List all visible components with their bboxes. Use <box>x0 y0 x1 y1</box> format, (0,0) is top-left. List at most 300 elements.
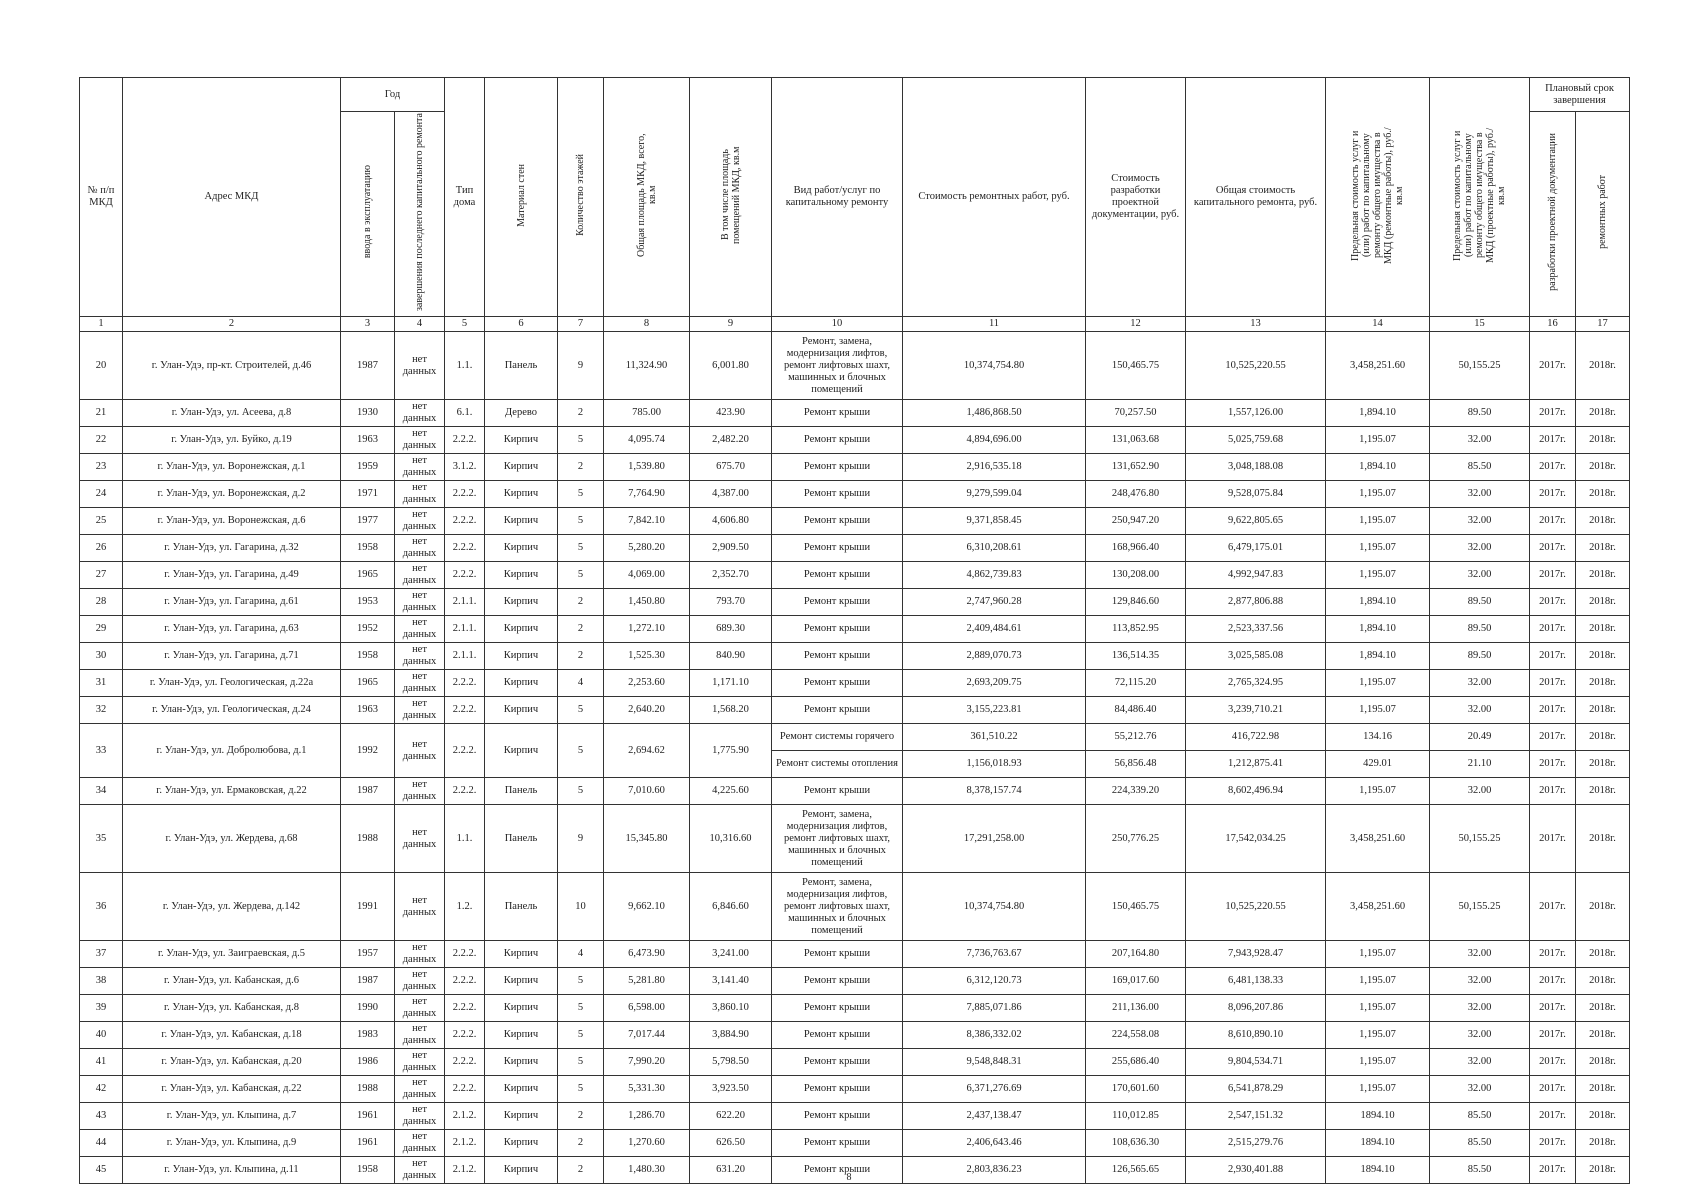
cell-premises-area: 689.30 <box>690 616 772 643</box>
cell-work-type: Ремонт крыши <box>772 427 903 454</box>
cell-number: 25 <box>80 508 123 535</box>
cell-commission-year: 1930 <box>341 400 395 427</box>
cell-repair-cost: 2,803,836.23 <box>903 1157 1086 1184</box>
cell-repair-cost: 2,437,138.47 <box>903 1103 1086 1130</box>
cell-number: 23 <box>80 454 123 481</box>
table-row <box>80 643 1630 670</box>
column-number: 9 <box>690 317 772 332</box>
cell-wall-material: Кирпич <box>485 1103 558 1130</box>
cell-last-repair-year: нет данных <box>395 589 445 616</box>
cell-last-repair-year: нет данных <box>395 454 445 481</box>
cell-house-type: 2.2.2. <box>445 508 485 535</box>
cell-limit-project: 89.50 <box>1430 400 1530 427</box>
cell-work-type: Ремонт крыши <box>772 535 903 562</box>
cell-limit-repair: 1,195.07 <box>1326 995 1430 1022</box>
cell-house-type: 2.2.2. <box>445 481 485 508</box>
cell-address: г. Улан-Удэ, пр-кт. Строителей, д.46 <box>123 332 341 400</box>
header-wall-material-text: Материал стен <box>515 163 527 227</box>
cell-house-type: 1.1. <box>445 805 485 873</box>
cell-plan-project: 2017г. <box>1530 454 1576 481</box>
table-header <box>80 78 1630 332</box>
cell-total-area: 11,324.90 <box>604 332 690 400</box>
cell-premises-area: 3,884.90 <box>690 1022 772 1049</box>
cell-commission-year: 1971 <box>341 481 395 508</box>
cell-plan-project: 2017г. <box>1530 968 1576 995</box>
cell-house-type: 2.2.2. <box>445 968 485 995</box>
cell-repair-cost: 6,310,208.61 <box>903 535 1086 562</box>
cell-work-type: Ремонт крыши <box>772 1157 903 1184</box>
cell-last-repair-year: нет данных <box>395 697 445 724</box>
table-row <box>80 332 1630 400</box>
cell-number: 22 <box>80 427 123 454</box>
cell-repair-cost: 9,548,848.31 <box>903 1049 1086 1076</box>
cell-plan-repair: 2018г. <box>1576 508 1630 535</box>
cell-floors: 5 <box>558 481 604 508</box>
cell-plan-project: 2017г. <box>1530 697 1576 724</box>
cell-project-cost: 211,136.00 <box>1086 995 1186 1022</box>
cell-house-type: 2.2.2. <box>445 697 485 724</box>
table-row <box>80 941 1630 968</box>
cell-work-type: Ремонт крыши <box>772 616 903 643</box>
cell-plan-repair: 2018г. <box>1576 427 1630 454</box>
cell-project-cost: 248,476.80 <box>1086 481 1186 508</box>
cell-premises-area: 2,909.50 <box>690 535 772 562</box>
header-total-cost: Общая стоимость капитального ремонта, руб. <box>1186 78 1326 317</box>
cell-total-area: 7,842.10 <box>604 508 690 535</box>
cell-work-type: Ремонт крыши <box>772 1049 903 1076</box>
cell-wall-material: Кирпич <box>485 697 558 724</box>
cell-number: 42 <box>80 1076 123 1103</box>
cell-repair-cost: 2,889,070.73 <box>903 643 1086 670</box>
cell-project-cost: 56,856.48 <box>1086 751 1186 778</box>
cell-house-type: 2.1.1. <box>445 616 485 643</box>
cell-house-type: 2.1.2. <box>445 1157 485 1184</box>
cell-commission-year: 1959 <box>341 454 395 481</box>
table-row <box>80 454 1630 481</box>
cell-commission-year: 1961 <box>341 1103 395 1130</box>
cell-total-area: 4,095.74 <box>604 427 690 454</box>
cell-total-cost: 5,025,759.68 <box>1186 427 1326 454</box>
cell-plan-project: 2017г. <box>1530 400 1576 427</box>
header-last-repair-year <box>395 112 445 317</box>
cell-wall-material: Кирпич <box>485 643 558 670</box>
cell-wall-material: Кирпич <box>485 1130 558 1157</box>
cell-premises-area: 1,171.10 <box>690 670 772 697</box>
cell-number: 43 <box>80 1103 123 1130</box>
cell-number: 38 <box>80 968 123 995</box>
table-row <box>80 535 1630 562</box>
cell-floors: 2 <box>558 400 604 427</box>
cell-address: г. Улан-Удэ, ул. Гагарина, д.61 <box>123 589 341 616</box>
cell-address: г. Улан-Удэ, ул. Геологическая, д.24 <box>123 697 341 724</box>
table-row <box>80 589 1630 616</box>
cell-house-type: 2.2.2. <box>445 1022 485 1049</box>
header-premises-area-text: В том числе площадь помещений МКД, кв.м <box>719 146 742 244</box>
cell-address: г. Улан-Удэ, ул. Кабанская, д.18 <box>123 1022 341 1049</box>
cell-total-cost: 17,542,034.25 <box>1186 805 1326 873</box>
header-floors <box>558 78 604 317</box>
cell-premises-area: 1,775.90 <box>690 724 772 778</box>
cell-work-type: Ремонт крыши <box>772 670 903 697</box>
cell-commission-year: 1961 <box>341 1130 395 1157</box>
cell-wall-material: Панель <box>485 778 558 805</box>
cell-plan-repair: 2018г. <box>1576 778 1630 805</box>
cell-address: г. Улан-Удэ, ул. Воронежская, д.6 <box>123 508 341 535</box>
cell-project-cost: 224,558.08 <box>1086 1022 1186 1049</box>
cell-address: г. Улан-Удэ, ул. Ермаковская, д.22 <box>123 778 341 805</box>
cell-total-cost: 2,930,401.88 <box>1186 1157 1326 1184</box>
cell-work-type: Ремонт крыши <box>772 481 903 508</box>
cell-limit-repair: 3,458,251.60 <box>1326 332 1430 400</box>
table-row <box>80 873 1630 941</box>
cell-premises-area: 5,798.50 <box>690 1049 772 1076</box>
cell-commission-year: 1953 <box>341 589 395 616</box>
cell-total-area: 2,640.20 <box>604 697 690 724</box>
cell-project-cost: 170,601.60 <box>1086 1076 1186 1103</box>
cell-limit-repair: 1,195.07 <box>1326 508 1430 535</box>
cell-limit-repair: 3,458,251.60 <box>1326 805 1430 873</box>
cell-project-cost: 84,486.40 <box>1086 697 1186 724</box>
cell-floors: 2 <box>558 616 604 643</box>
column-number: 14 <box>1326 317 1430 332</box>
cell-limit-project: 32.00 <box>1430 1022 1530 1049</box>
cell-number: 41 <box>80 1049 123 1076</box>
cell-wall-material: Кирпич <box>485 481 558 508</box>
cell-number: 35 <box>80 805 123 873</box>
cell-total-cost: 9,622,805.65 <box>1186 508 1326 535</box>
header-plan-project <box>1530 112 1576 317</box>
cell-address: г. Улан-Удэ, ул. Кабанская, д.8 <box>123 995 341 1022</box>
cell-number: 20 <box>80 332 123 400</box>
cell-limit-repair: 1,894.10 <box>1326 589 1430 616</box>
cell-plan-project: 2017г. <box>1530 1076 1576 1103</box>
cell-project-cost: 250,947.20 <box>1086 508 1186 535</box>
table-row <box>80 481 1630 508</box>
cell-last-repair-year: нет данных <box>395 670 445 697</box>
cell-total-cost: 9,804,534.71 <box>1186 1049 1326 1076</box>
column-number: 15 <box>1430 317 1530 332</box>
capital-repair-table <box>79 77 1630 1184</box>
cell-number: 26 <box>80 535 123 562</box>
cell-house-type: 2.1.1. <box>445 643 485 670</box>
cell-premises-area: 3,141.40 <box>690 968 772 995</box>
cell-plan-repair: 2018г. <box>1576 616 1630 643</box>
cell-work-type: Ремонт крыши <box>772 968 903 995</box>
table-row <box>80 400 1630 427</box>
cell-repair-cost: 6,312,120.73 <box>903 968 1086 995</box>
cell-limit-project: 32.00 <box>1430 1076 1530 1103</box>
cell-limit-repair: 1,195.07 <box>1326 941 1430 968</box>
cell-work-type: Ремонт системы отопления <box>772 751 903 778</box>
cell-address: г. Улан-Удэ, ул. Гагарина, д.71 <box>123 643 341 670</box>
cell-limit-project: 32.00 <box>1430 508 1530 535</box>
cell-wall-material: Кирпич <box>485 589 558 616</box>
cell-last-repair-year: нет данных <box>395 508 445 535</box>
cell-total-area: 7,010.60 <box>604 778 690 805</box>
cell-plan-repair: 2018г. <box>1576 454 1630 481</box>
cell-commission-year: 1952 <box>341 616 395 643</box>
cell-limit-repair: 1,195.07 <box>1326 535 1430 562</box>
cell-commission-year: 1958 <box>341 643 395 670</box>
table-row <box>80 1076 1630 1103</box>
table-row <box>80 616 1630 643</box>
cell-limit-project: 50,155.25 <box>1430 873 1530 941</box>
cell-wall-material: Кирпич <box>485 1049 558 1076</box>
cell-number: 31 <box>80 670 123 697</box>
header-total-area-text: Общая площадь МКД, всего, кв.м <box>635 133 658 257</box>
cell-total-cost: 2,523,337.56 <box>1186 616 1326 643</box>
cell-limit-project: 32.00 <box>1430 427 1530 454</box>
cell-repair-cost: 2,747,960.28 <box>903 589 1086 616</box>
cell-total-area: 6,598.00 <box>604 995 690 1022</box>
cell-project-cost: 224,339.20 <box>1086 778 1186 805</box>
header-commission-year-text: ввода в эксплуатацию <box>362 165 373 259</box>
cell-last-repair-year: нет данных <box>395 968 445 995</box>
cell-limit-project: 32.00 <box>1430 697 1530 724</box>
cell-total-area: 2,253.60 <box>604 670 690 697</box>
cell-work-type: Ремонт крыши <box>772 589 903 616</box>
cell-number: 27 <box>80 562 123 589</box>
cell-plan-repair: 2018г. <box>1576 535 1630 562</box>
cell-last-repair-year: нет данных <box>395 332 445 400</box>
cell-total-area: 7,764.90 <box>604 481 690 508</box>
cell-number: 32 <box>80 697 123 724</box>
cell-total-area: 2,694.62 <box>604 724 690 778</box>
table-row <box>80 805 1630 873</box>
header-limit-repair-text: Предельная стоимость услуг и (или) работ по капитальному ремонту общего имущества в МКД (ремонтные работы), руб./кв.м <box>1350 126 1405 264</box>
cell-total-cost: 8,602,496.94 <box>1186 778 1326 805</box>
cell-limit-repair: 1,195.07 <box>1326 562 1430 589</box>
cell-address: г. Улан-Удэ, ул. Жердева, д.68 <box>123 805 341 873</box>
cell-number: 34 <box>80 778 123 805</box>
cell-premises-area: 4,387.00 <box>690 481 772 508</box>
cell-number: 36 <box>80 873 123 941</box>
cell-last-repair-year: нет данных <box>395 1103 445 1130</box>
cell-house-type: 2.2.2. <box>445 778 485 805</box>
cell-house-type: 2.2.2. <box>445 562 485 589</box>
cell-limit-project: 32.00 <box>1430 778 1530 805</box>
cell-project-cost: 207,164.80 <box>1086 941 1186 968</box>
cell-project-cost: 150,465.75 <box>1086 873 1186 941</box>
cell-project-cost: 70,257.50 <box>1086 400 1186 427</box>
cell-address: г. Улан-Удэ, ул. Гагарина, д.49 <box>123 562 341 589</box>
cell-limit-project: 89.50 <box>1430 616 1530 643</box>
cell-limit-repair: 1894.10 <box>1326 1103 1430 1130</box>
cell-wall-material: Панель <box>485 873 558 941</box>
header-commission-year <box>341 112 395 317</box>
cell-work-type: Ремонт крыши <box>772 643 903 670</box>
cell-floors: 2 <box>558 1103 604 1130</box>
cell-work-type: Ремонт крыши <box>772 995 903 1022</box>
cell-total-cost: 416,722.98 <box>1186 724 1326 751</box>
cell-plan-repair: 2018г. <box>1576 1022 1630 1049</box>
cell-address: г. Улан-Удэ, ул. Буйко, д.19 <box>123 427 341 454</box>
column-number: 6 <box>485 317 558 332</box>
cell-last-repair-year: нет данных <box>395 481 445 508</box>
cell-address: г. Улан-Удэ, ул. Клыпина, д.9 <box>123 1130 341 1157</box>
cell-limit-repair: 1,195.07 <box>1326 778 1430 805</box>
cell-floors: 5 <box>558 508 604 535</box>
cell-commission-year: 1987 <box>341 968 395 995</box>
cell-plan-repair: 2018г. <box>1576 1130 1630 1157</box>
cell-commission-year: 1991 <box>341 873 395 941</box>
cell-commission-year: 1957 <box>341 941 395 968</box>
cell-repair-cost: 10,374,754.80 <box>903 873 1086 941</box>
cell-plan-repair: 2018г. <box>1576 1103 1630 1130</box>
cell-wall-material: Кирпич <box>485 724 558 778</box>
cell-number: 44 <box>80 1130 123 1157</box>
cell-address: г. Улан-Удэ, ул. Гагарина, д.32 <box>123 535 341 562</box>
cell-premises-area: 840.90 <box>690 643 772 670</box>
cell-premises-area: 2,482.20 <box>690 427 772 454</box>
cell-total-cost: 3,048,188.08 <box>1186 454 1326 481</box>
header-limit-repair <box>1326 78 1430 317</box>
cell-total-area: 4,069.00 <box>604 562 690 589</box>
cell-plan-repair: 2018г. <box>1576 941 1630 968</box>
cell-repair-cost: 17,291,258.00 <box>903 805 1086 873</box>
cell-premises-area: 6,846.60 <box>690 873 772 941</box>
cell-address: г. Улан-Удэ, ул. Клыпина, д.11 <box>123 1157 341 1184</box>
cell-total-cost: 7,943,928.47 <box>1186 941 1326 968</box>
cell-premises-area: 1,568.20 <box>690 697 772 724</box>
cell-plan-repair: 2018г. <box>1576 1076 1630 1103</box>
cell-total-cost: 6,479,175.01 <box>1186 535 1326 562</box>
cell-last-repair-year: нет данных <box>395 995 445 1022</box>
column-number: 4 <box>395 317 445 332</box>
cell-limit-repair: 429.01 <box>1326 751 1430 778</box>
table-row <box>80 427 1630 454</box>
cell-wall-material: Кирпич <box>485 562 558 589</box>
cell-total-area: 1,270.60 <box>604 1130 690 1157</box>
cell-last-repair-year: нет данных <box>395 535 445 562</box>
cell-plan-repair: 2018г. <box>1576 724 1630 751</box>
cell-premises-area: 2,352.70 <box>690 562 772 589</box>
cell-work-type: Ремонт, замена, модернизация лифтов, ремонт лифтовых шахт, машинных и блочных помещений <box>772 873 903 941</box>
cell-house-type: 6.1. <box>445 400 485 427</box>
cell-wall-material: Кирпич <box>485 941 558 968</box>
cell-plan-project: 2017г. <box>1530 481 1576 508</box>
cell-limit-repair: 1894.10 <box>1326 1130 1430 1157</box>
cell-repair-cost: 2,409,484.61 <box>903 616 1086 643</box>
cell-repair-cost: 1,486,868.50 <box>903 400 1086 427</box>
cell-house-type: 2.1.2. <box>445 1130 485 1157</box>
cell-plan-project: 2017г. <box>1530 941 1576 968</box>
cell-number: 30 <box>80 643 123 670</box>
cell-plan-project: 2017г. <box>1530 1103 1576 1130</box>
cell-commission-year: 1990 <box>341 995 395 1022</box>
cell-plan-project: 2017г. <box>1530 643 1576 670</box>
cell-plan-repair: 2018г. <box>1576 968 1630 995</box>
cell-repair-cost: 4,862,739.83 <box>903 562 1086 589</box>
cell-plan-repair: 2018г. <box>1576 643 1630 670</box>
cell-project-cost: 129,846.60 <box>1086 589 1186 616</box>
table-row <box>80 724 1630 751</box>
cell-repair-cost: 7,736,763.67 <box>903 941 1086 968</box>
cell-total-area: 1,286.70 <box>604 1103 690 1130</box>
column-number: 12 <box>1086 317 1186 332</box>
cell-total-area: 1,525.30 <box>604 643 690 670</box>
cell-floors: 5 <box>558 1022 604 1049</box>
header-plan-repair <box>1576 112 1630 317</box>
cell-last-repair-year: нет данных <box>395 1049 445 1076</box>
cell-plan-repair: 2018г. <box>1576 1049 1630 1076</box>
table-row <box>80 508 1630 535</box>
cell-address: г. Улан-Удэ, ул. Воронежская, д.1 <box>123 454 341 481</box>
cell-address: г. Улан-Удэ, ул. Кабанская, д.6 <box>123 968 341 995</box>
cell-number: 40 <box>80 1022 123 1049</box>
cell-limit-repair: 1,195.07 <box>1326 968 1430 995</box>
cell-work-type: Ремонт крыши <box>772 778 903 805</box>
column-number: 8 <box>604 317 690 332</box>
cell-limit-repair: 1,195.07 <box>1326 697 1430 724</box>
cell-plan-repair: 2018г. <box>1576 400 1630 427</box>
cell-work-type: Ремонт крыши <box>772 508 903 535</box>
cell-repair-cost: 9,371,858.45 <box>903 508 1086 535</box>
table-row <box>80 697 1630 724</box>
cell-total-cost: 1,557,126.00 <box>1186 400 1326 427</box>
cell-total-area: 6,473.90 <box>604 941 690 968</box>
cell-limit-project: 32.00 <box>1430 995 1530 1022</box>
cell-commission-year: 1983 <box>341 1022 395 1049</box>
cell-project-cost: 130,208.00 <box>1086 562 1186 589</box>
cell-wall-material: Панель <box>485 805 558 873</box>
table-row <box>80 670 1630 697</box>
table-row <box>80 1103 1630 1130</box>
cell-limit-project: 20.49 <box>1430 724 1530 751</box>
column-number: 17 <box>1576 317 1630 332</box>
cell-repair-cost: 1,156,018.93 <box>903 751 1086 778</box>
cell-floors: 2 <box>558 589 604 616</box>
cell-house-type: 2.1.1. <box>445 589 485 616</box>
cell-limit-project: 85.50 <box>1430 1103 1530 1130</box>
header-premises-area <box>690 78 772 317</box>
cell-last-repair-year: нет данных <box>395 1130 445 1157</box>
cell-limit-project: 50,155.25 <box>1430 805 1530 873</box>
cell-commission-year: 1987 <box>341 332 395 400</box>
cell-premises-area: 10,316.60 <box>690 805 772 873</box>
cell-limit-project: 32.00 <box>1430 481 1530 508</box>
cell-limit-repair: 1,195.07 <box>1326 1076 1430 1103</box>
cell-premises-area: 4,606.80 <box>690 508 772 535</box>
cell-work-type: Ремонт крыши <box>772 1076 903 1103</box>
cell-premises-area: 631.20 <box>690 1157 772 1184</box>
cell-project-cost: 168,966.40 <box>1086 535 1186 562</box>
table-row <box>80 1022 1630 1049</box>
cell-house-type: 1.2. <box>445 873 485 941</box>
cell-limit-project: 32.00 <box>1430 535 1530 562</box>
header-project-cost: Стоимость разработки проектной документации, руб. <box>1086 78 1186 317</box>
cell-floors: 5 <box>558 697 604 724</box>
cell-premises-area: 793.70 <box>690 589 772 616</box>
header-repair-cost: Стоимость ремонтных работ, руб. <box>903 78 1086 317</box>
cell-house-type: 3.1.2. <box>445 454 485 481</box>
cell-number: 21 <box>80 400 123 427</box>
cell-house-type: 2.2.2. <box>445 995 485 1022</box>
cell-plan-project: 2017г. <box>1530 1130 1576 1157</box>
cell-repair-cost: 8,386,332.02 <box>903 1022 1086 1049</box>
cell-total-area: 1,539.80 <box>604 454 690 481</box>
cell-plan-project: 2017г. <box>1530 332 1576 400</box>
header-plan-repair-text: ремонтных работ <box>1597 175 1608 249</box>
cell-wall-material: Кирпич <box>485 1157 558 1184</box>
cell-total-area: 9,662.10 <box>604 873 690 941</box>
cell-repair-cost: 6,371,276.69 <box>903 1076 1086 1103</box>
cell-limit-repair: 1,195.07 <box>1326 670 1430 697</box>
cell-total-cost: 2,765,324.95 <box>1186 670 1326 697</box>
cell-plan-project: 2017г. <box>1530 670 1576 697</box>
cell-premises-area: 4,225.60 <box>690 778 772 805</box>
cell-total-area: 5,331.30 <box>604 1076 690 1103</box>
